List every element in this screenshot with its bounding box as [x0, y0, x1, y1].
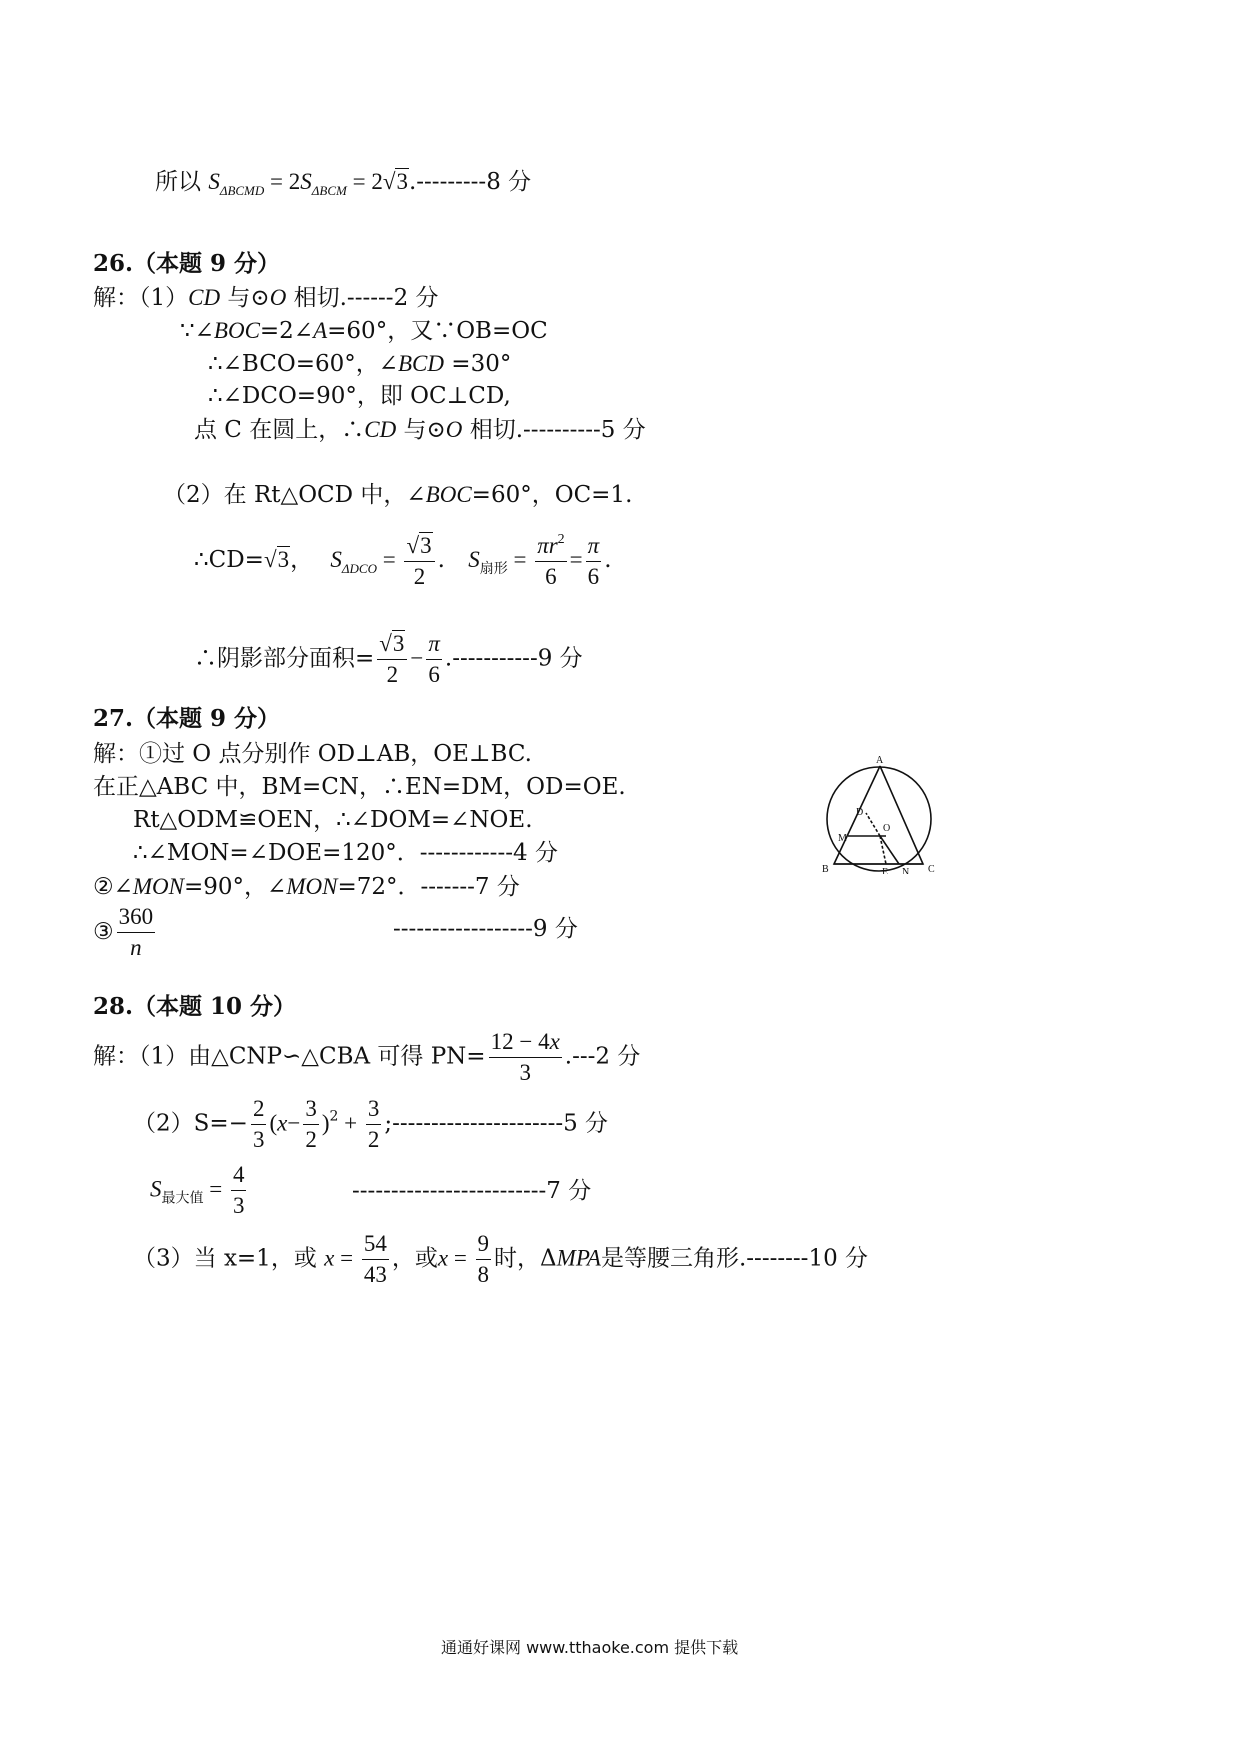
- top-line: 所以 $S_{\Delta BCMD} = 2S_{\Delta BCM} = 2√3.---------8$ 分: [155, 169, 532, 198]
- label-D: D: [856, 807, 864, 818]
- label-E: E: [882, 867, 889, 874]
- q26-shaded-area: ∴阴影部分面积= $\frac{√3}{2}$ − $\frac{\pi}{6}$ .-----------9 分: [194, 631, 583, 688]
- q28-line-1: 解：（1）由△CNP∽△CBA 可得 PN= $\frac{12 - 4x}{3}$ .---2 分: [93, 1029, 641, 1086]
- q28-line-2: （2）S=− $\frac{2}{3}$ (x− $\frac{3}{2}$ )$^2$ + $\frac{3}{2}$ ;----------------------5 分: [133, 1096, 609, 1153]
- page-footer: 通通好课网 www.tthaoke.com 提供下载: [441, 1638, 739, 1657]
- q26-line-3: ∴∠BCO=60°，∠BCD =30°: [208, 351, 512, 377]
- q28-heading: 28.（本题 10 分）: [93, 993, 297, 1020]
- label-M: M: [838, 833, 847, 844]
- q26-line-5: 点 C 在圆上，∴CD 与⊙O 相切.----------5 分: [194, 417, 646, 443]
- q28-line-3-score: -------------------------7 分: [352, 1178, 592, 1204]
- q27-heading: 27.（本题 9 分）: [93, 705, 281, 732]
- q27-line-1: 解：①过 O 点分别作 OD⊥AB，OE⊥BC.: [93, 741, 532, 767]
- q26-heading: 26.（本题 9 分）: [93, 250, 281, 277]
- label-B: B: [822, 864, 829, 874]
- q27-line-3: Rt△ODM≌OEN，∴∠DOM=∠NOE.: [133, 807, 533, 833]
- q26-line-1: 解：（1）CD 与⊙O 相切.------2 分: [93, 285, 439, 311]
- q26-line-4: ∴∠DCO=90°，即 OC⊥CD,: [208, 383, 511, 409]
- q27-line-4: ∴∠MON=∠DOE=120°．------------4 分: [133, 840, 558, 866]
- geometry-figure: [822, 754, 962, 874]
- q26-part2-line: （2）在 Rt△OCD 中，∠BOC=60°，OC=1.: [163, 482, 633, 508]
- label-A: A: [876, 755, 884, 766]
- label-C: C: [928, 864, 935, 874]
- q27-line-6: ③ $\frac{360}{n}$: [93, 904, 154, 961]
- q27-line-2: 在正△ABC 中，BM=CN，∴EN=DM，OD=OE.: [93, 774, 626, 800]
- q27-line-5: ②∠MON=90°，∠MON=72°．-------7 分: [93, 874, 520, 900]
- q26-line-2: ∵∠BOC=2∠A=60°，又∵OB=OC: [180, 318, 548, 344]
- q28-line-4: （3）当 x=1，或 x = $\frac{54}{43}$ ，或x = $\frac{9}{8}$ 时，ΔMPA是等腰三角形.--------10 分: [133, 1231, 869, 1288]
- label-N: N: [902, 867, 910, 874]
- q28-line-3: $S_{最大值}$ = $\frac{4}{3}$: [150, 1162, 245, 1219]
- q26-part2-formulas: ∴CD=√3， $S_{\Delta DCO}$ = $\frac{√3}{2}$ . $S_{扇形}$ = $\frac{\pi r^2}{6}$ = $\frac{\pi}{6}$ .: [194, 532, 612, 590]
- label-O: O: [883, 823, 891, 834]
- q27-line-6-score: ------------------9 分: [393, 916, 578, 942]
